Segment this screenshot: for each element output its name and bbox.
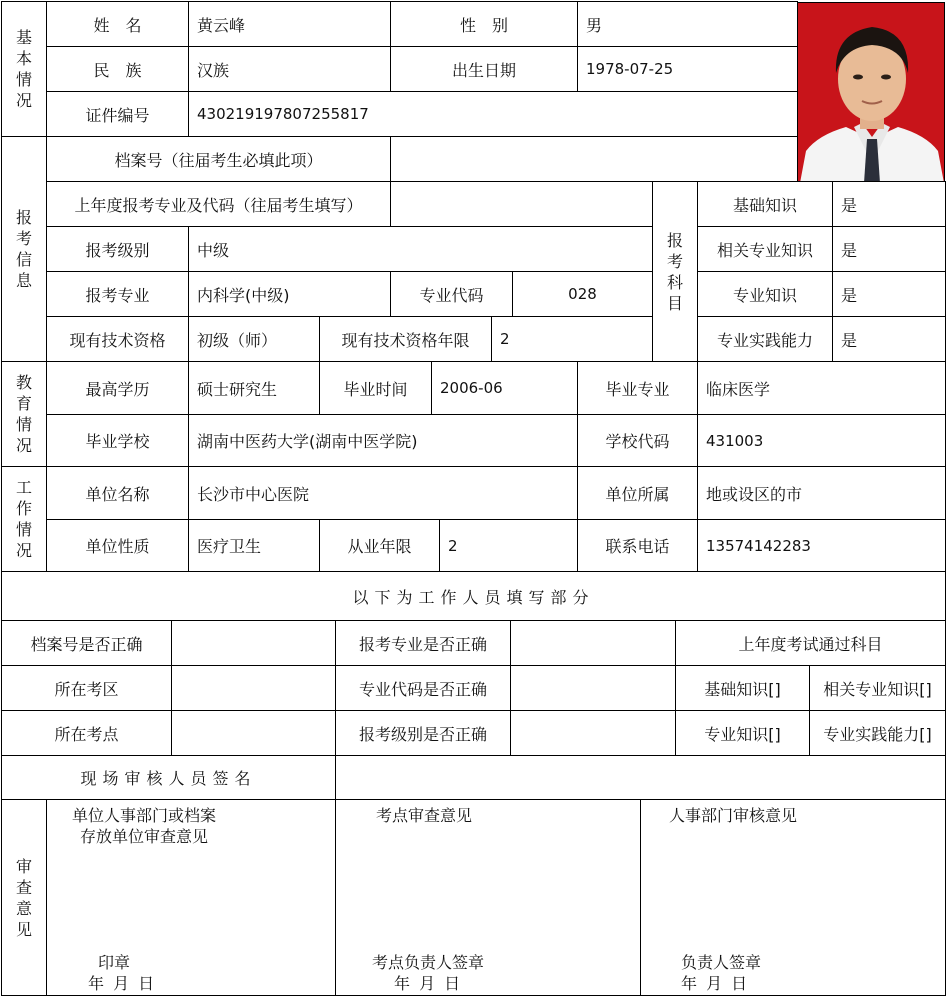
grad-time-value: 2006-06	[431, 361, 578, 415]
subject-basic-label: 基础知识	[697, 181, 833, 227]
major-ok-label: 报考专业是否正确	[335, 620, 511, 666]
review-site-date: 年 月 日	[394, 974, 463, 993]
signer-value	[335, 755, 946, 800]
review-unit-title-1: 单位人事部门或档案	[72, 806, 217, 825]
prev-major-value	[390, 181, 653, 227]
section-apply: 报考信息	[1, 136, 47, 362]
prev-major-label: 上年度报考专业及代码（往届考生填写）	[46, 181, 391, 227]
degree-label: 最高学历	[46, 361, 189, 415]
school-value: 湖南中医药大学(湖南中医学院)	[188, 414, 578, 467]
major-value: 内科学(中级)	[188, 271, 391, 317]
level-label: 报考级别	[46, 226, 189, 272]
subject-prof-value: 是	[832, 271, 946, 317]
review-site-title: 考点审查意见	[376, 806, 473, 825]
level-ok-label: 报考级别是否正确	[335, 710, 511, 756]
work-years-label: 从业年限	[319, 519, 440, 572]
section-subjects: 报考科目	[652, 181, 698, 362]
school-code-value: 431003	[697, 414, 946, 467]
passed-practice: 专业实践能力[]	[809, 710, 946, 756]
qualification-years-label: 现有技术资格年限	[319, 316, 492, 362]
review-hr-date: 年 月 日	[681, 974, 750, 993]
id-value: 430219197807255817	[188, 91, 798, 137]
subject-practice-label: 专业实践能力	[697, 316, 833, 362]
review-unit-seal: 印章	[98, 953, 131, 972]
gender-value: 男	[577, 1, 798, 47]
file-no-value	[390, 136, 798, 182]
file-ok-label: 档案号是否正确	[1, 620, 172, 666]
ethnic-value: 汉族	[188, 46, 391, 92]
staff-section-header: 以下为工作人员填写部分	[1, 571, 946, 621]
site-value	[171, 710, 336, 756]
passed-basic: 基础知识[]	[675, 665, 810, 711]
section-work: 工作情况	[1, 466, 47, 572]
review-unit-title-2: 存放单位审查意见	[80, 827, 209, 846]
school-code-label: 学校代码	[577, 414, 698, 467]
district-label: 所在考区	[1, 665, 172, 711]
id-label: 证件编号	[46, 91, 189, 137]
unit-nature-value: 医疗卫生	[188, 519, 320, 572]
subject-practice-value: 是	[832, 316, 946, 362]
subject-prof-label: 专业知识	[697, 271, 833, 317]
birth-value: 1978-07-25	[577, 46, 798, 92]
signer-label: 现场审核人员签名	[1, 755, 336, 800]
file-ok-value	[171, 620, 336, 666]
unit-value: 长沙市中心医院	[188, 466, 578, 520]
level-value: 中级	[188, 226, 653, 272]
qualification-value: 初级（师）	[188, 316, 320, 362]
school-label: 毕业学校	[46, 414, 189, 467]
name-value: 黄云峰	[188, 1, 391, 47]
file-no-label: 档案号（往届考生必填此项）	[46, 136, 391, 182]
subject-related-value: 是	[832, 226, 946, 272]
review-hr-title: 人事部门审核意见	[669, 806, 798, 825]
unit-nature-label: 单位性质	[46, 519, 189, 572]
grad-time-label: 毕业时间	[319, 361, 432, 415]
review-hr-seal: 负责人签章	[681, 953, 762, 972]
review-site-seal: 考点负责人签章	[372, 953, 485, 972]
major-code-value: 028	[512, 271, 653, 317]
district-value	[171, 665, 336, 711]
section-review: 审查意见	[1, 799, 47, 996]
qualification-label: 现有技术资格	[46, 316, 189, 362]
unit-label: 单位名称	[46, 466, 189, 520]
code-ok-value	[510, 665, 676, 711]
site-label: 所在考点	[1, 710, 172, 756]
section-basic: 基本情况	[1, 1, 47, 137]
grad-major-label: 毕业专业	[577, 361, 698, 415]
subject-related-label: 相关专业知识	[697, 226, 833, 272]
person-photo-icon	[798, 3, 945, 182]
applicant-photo	[797, 2, 945, 182]
major-label: 报考专业	[46, 271, 189, 317]
name-label: 姓 名	[46, 1, 189, 47]
subject-basic-value: 是	[832, 181, 946, 227]
passed-prof: 专业知识[]	[675, 710, 810, 756]
unit-location-value: 地或设区的市	[697, 466, 946, 520]
qualification-years-value: 2	[491, 316, 653, 362]
work-years-value: 2	[439, 519, 578, 572]
review-unit-date: 年 月 日	[88, 974, 157, 993]
level-ok-value	[510, 710, 676, 756]
major-ok-value	[510, 620, 676, 666]
passed-related: 相关专业知识[]	[809, 665, 946, 711]
passed-subjects-label: 上年度考试通过科目	[675, 620, 946, 666]
grad-major-value: 临床医学	[697, 361, 946, 415]
degree-value: 硕士研究生	[188, 361, 320, 415]
phone-label: 联系电话	[577, 519, 698, 572]
unit-location-label: 单位所属	[577, 466, 698, 520]
ethnic-label: 民 族	[46, 46, 189, 92]
section-edu: 教育情况	[1, 361, 47, 467]
phone-value: 13574142283	[697, 519, 946, 572]
major-code-label: 专业代码	[390, 271, 513, 317]
birth-label: 出生日期	[390, 46, 578, 92]
gender-label: 性 别	[390, 1, 578, 47]
code-ok-label: 专业代码是否正确	[335, 665, 511, 711]
